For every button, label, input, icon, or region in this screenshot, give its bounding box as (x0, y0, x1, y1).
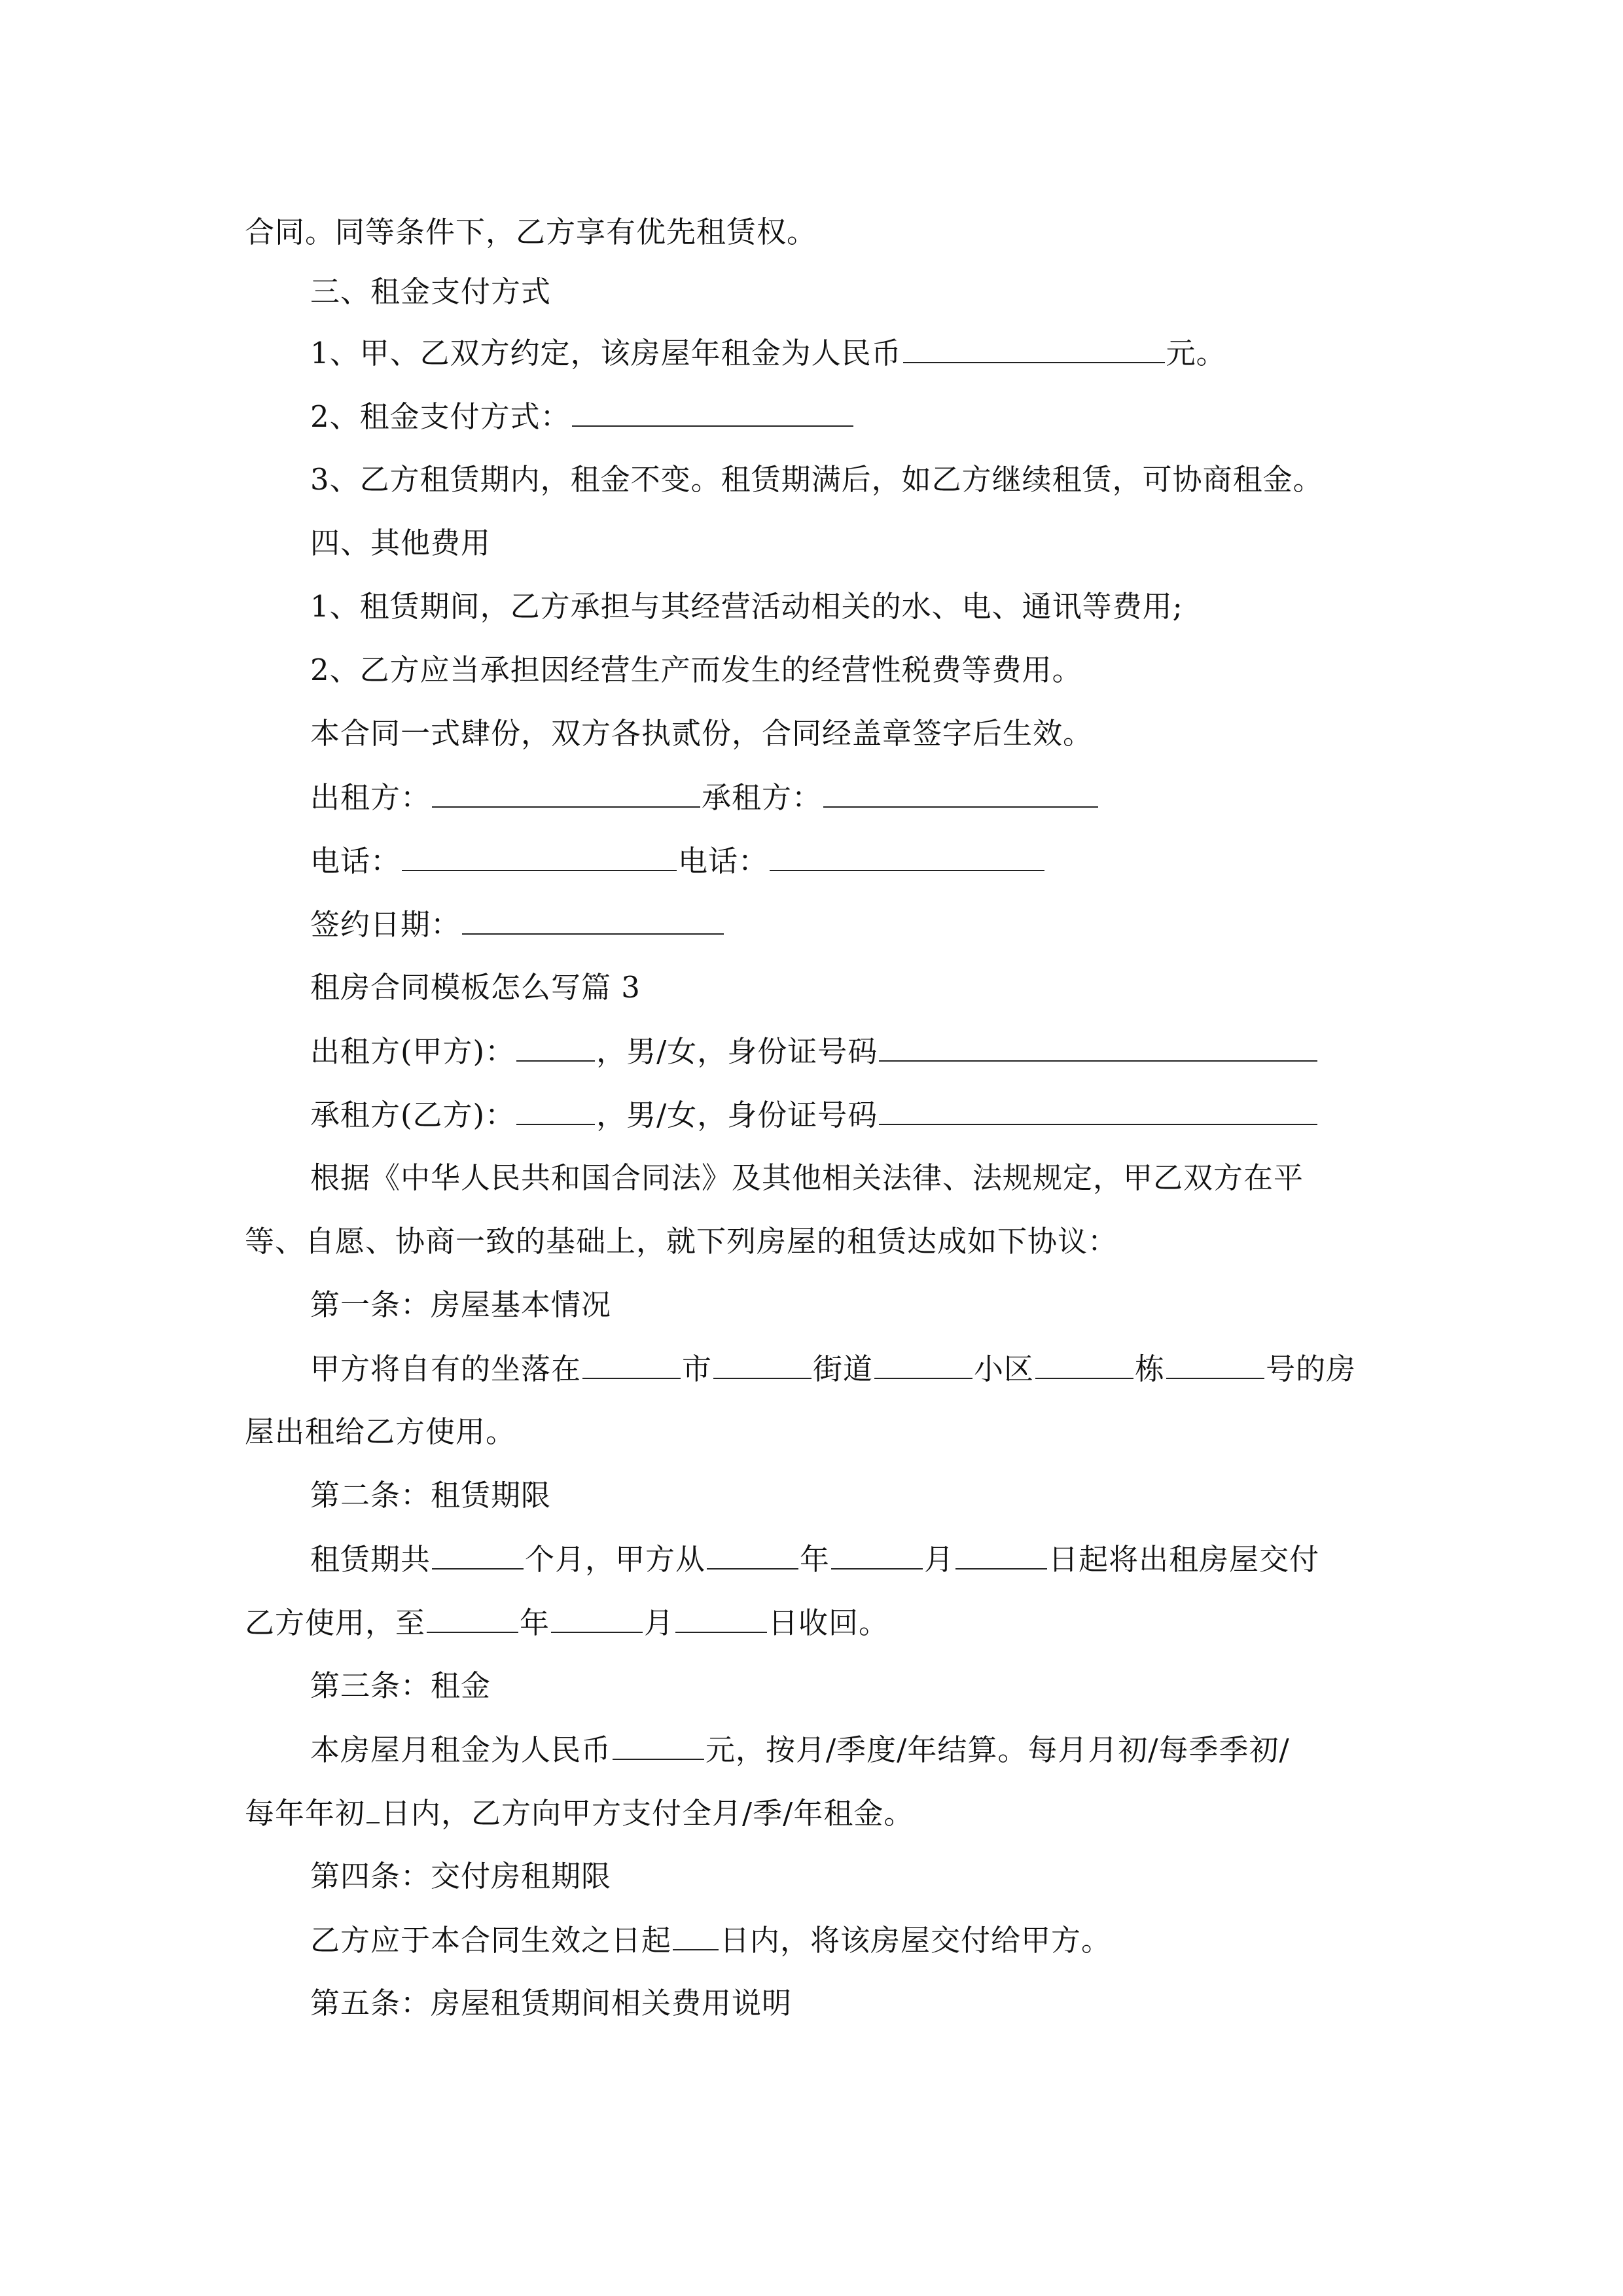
text: 元。 (1166, 336, 1226, 370)
text: 签约日期： (310, 907, 461, 942)
fill-blank (770, 841, 1044, 871)
fill-blank (582, 1349, 681, 1379)
clause-heading (0, 1857, 1623, 1896)
text: 3、乙方租赁期内，租金不变。租赁期满后，如乙方继续租赁，可协商租金。 (310, 462, 1323, 497)
text: ，男/女，身份证号码 (596, 1098, 878, 1132)
paragraph-line (0, 714, 1623, 753)
fill-blank (675, 1603, 767, 1633)
text: 承租方(乙方)： (310, 1098, 516, 1132)
fill-blank (572, 397, 853, 427)
paragraph-line (0, 651, 1623, 690)
fill-blank (874, 1349, 972, 1379)
fill-blank (707, 1539, 798, 1570)
text: 本合同一式肆份，双方各执贰份，合同经盖章签字后生效。 (310, 716, 1094, 751)
text: 第四条：交付房租期限 (310, 1859, 612, 1893)
text: 三、租金支付方式 (310, 274, 552, 309)
article-title (0, 968, 1623, 1007)
paragraph-line (0, 1730, 1623, 1769)
text: 甲方将自有的坐落在 (310, 1352, 582, 1386)
signature-line (0, 778, 1623, 817)
text: ，男/女，身份证号码 (596, 1034, 878, 1069)
fill-blank (516, 1031, 595, 1062)
section-heading (0, 524, 1623, 563)
signature-line (0, 841, 1623, 880)
fill-blank (1035, 1349, 1133, 1379)
text: 第一条：房屋基本情况 (310, 1287, 612, 1322)
clause-heading (0, 1984, 1623, 2023)
fill-blank (673, 1920, 719, 1950)
fill-blank (516, 1095, 595, 1125)
paragraph-line (0, 1920, 1623, 1960)
fill-blank (823, 778, 1098, 808)
text: 出租方(甲方)： (310, 1034, 516, 1069)
paragraph-line (0, 1412, 1623, 1452)
text: 1、租赁期间，乙方承担与其经营活动相关的水、电、通讯等费用; (310, 589, 1183, 624)
fill-blank (432, 1539, 524, 1570)
text: 个月，甲方从 (525, 1542, 706, 1577)
fill-blank (402, 841, 677, 871)
text: 元，按月/季度/年结算。每月月初/每季季初/ (705, 1732, 1290, 1767)
paragraph-line (0, 1603, 1623, 1642)
paragraph-line (0, 1158, 1623, 1198)
fill-blank (366, 1793, 380, 1823)
paragraph-line (0, 333, 1623, 372)
text: 第三条：租金 (310, 1668, 491, 1703)
text: 承租方： (702, 780, 823, 815)
text: 日内，将该房屋交付给甲方。 (720, 1923, 1112, 1958)
paragraph-line (0, 1539, 1623, 1579)
text: 第五条：房屋租赁期间相关费用说明 (310, 1986, 793, 2020)
fill-blank (955, 1539, 1047, 1570)
text: 年 (520, 1605, 550, 1640)
text: 号的房 (1266, 1352, 1357, 1386)
fill-blank (903, 333, 1165, 363)
fill-blank (879, 1095, 1317, 1125)
text: 年 (800, 1542, 830, 1577)
text: 2、租金支付方式： (310, 399, 571, 434)
party-line (0, 1095, 1623, 1134)
text: 电话： (678, 844, 769, 878)
fill-blank (1166, 1349, 1264, 1379)
text: 四、其他费用 (310, 526, 491, 560)
text: 1、甲、乙双方约定，该房屋年租金为人民币 (310, 336, 902, 370)
text: 月 (644, 1605, 675, 1640)
fill-blank (432, 778, 700, 808)
text: 日起将出租房屋交付 (1048, 1542, 1320, 1577)
paragraph-line (0, 397, 1623, 436)
text: 租赁期共 (310, 1542, 431, 1577)
text: 电话： (310, 844, 401, 878)
paragraph-line (0, 1222, 1623, 1261)
text: 租房合同模板怎么写篇 3 (310, 970, 641, 1005)
text: 本房屋月租金为人民币 (310, 1732, 612, 1767)
fill-blank (831, 1539, 923, 1570)
paragraph-line (0, 213, 1623, 252)
section-heading (0, 272, 1623, 312)
paragraph-line (0, 460, 1623, 499)
fill-blank (613, 1730, 704, 1760)
text: 屋出租给乙方使用。 (245, 1414, 516, 1449)
paragraph-line (0, 1793, 1623, 1833)
text: 日内，乙方向甲方支付全月/季/年租金。 (381, 1796, 914, 1831)
clause-heading (0, 1666, 1623, 1706)
clause-heading (0, 1476, 1623, 1515)
paragraph-line (0, 587, 1623, 626)
text: 出租方： (310, 780, 431, 815)
text: 乙方应于本合同生效之日起 (310, 1923, 672, 1958)
text: 等、自愿、协商一致的基础上，就下列房屋的租赁达成如下协议： (245, 1224, 1118, 1259)
party-line (0, 1031, 1623, 1071)
fill-blank (427, 1603, 518, 1633)
text: 月 (924, 1542, 955, 1577)
fill-blank (462, 905, 724, 935)
text: 第二条：租赁期限 (310, 1478, 552, 1513)
text: 合同。同等条件下，乙方享有优先租赁权。 (245, 215, 817, 249)
text: 乙方使用，至 (245, 1605, 426, 1640)
clause-heading (0, 1285, 1623, 1325)
signature-line (0, 905, 1623, 944)
text: 2、乙方应当承担因经营生产而发生的经营性税费等费用。 (310, 653, 1082, 687)
fill-blank (551, 1603, 643, 1633)
fill-blank (879, 1031, 1317, 1062)
text: 根据《中华人民共和国合同法》及其他相关法律、法规规定，甲乙双方在平 (310, 1160, 1304, 1195)
paragraph-line (0, 1349, 1623, 1388)
text: 日收回。 (768, 1605, 889, 1640)
text: 每年年初 (245, 1796, 366, 1831)
text: 栋 (1135, 1352, 1166, 1386)
fill-blank (713, 1349, 812, 1379)
text: 街道 (813, 1352, 874, 1386)
text: 小区 (974, 1352, 1035, 1386)
text: 市 (682, 1352, 713, 1386)
